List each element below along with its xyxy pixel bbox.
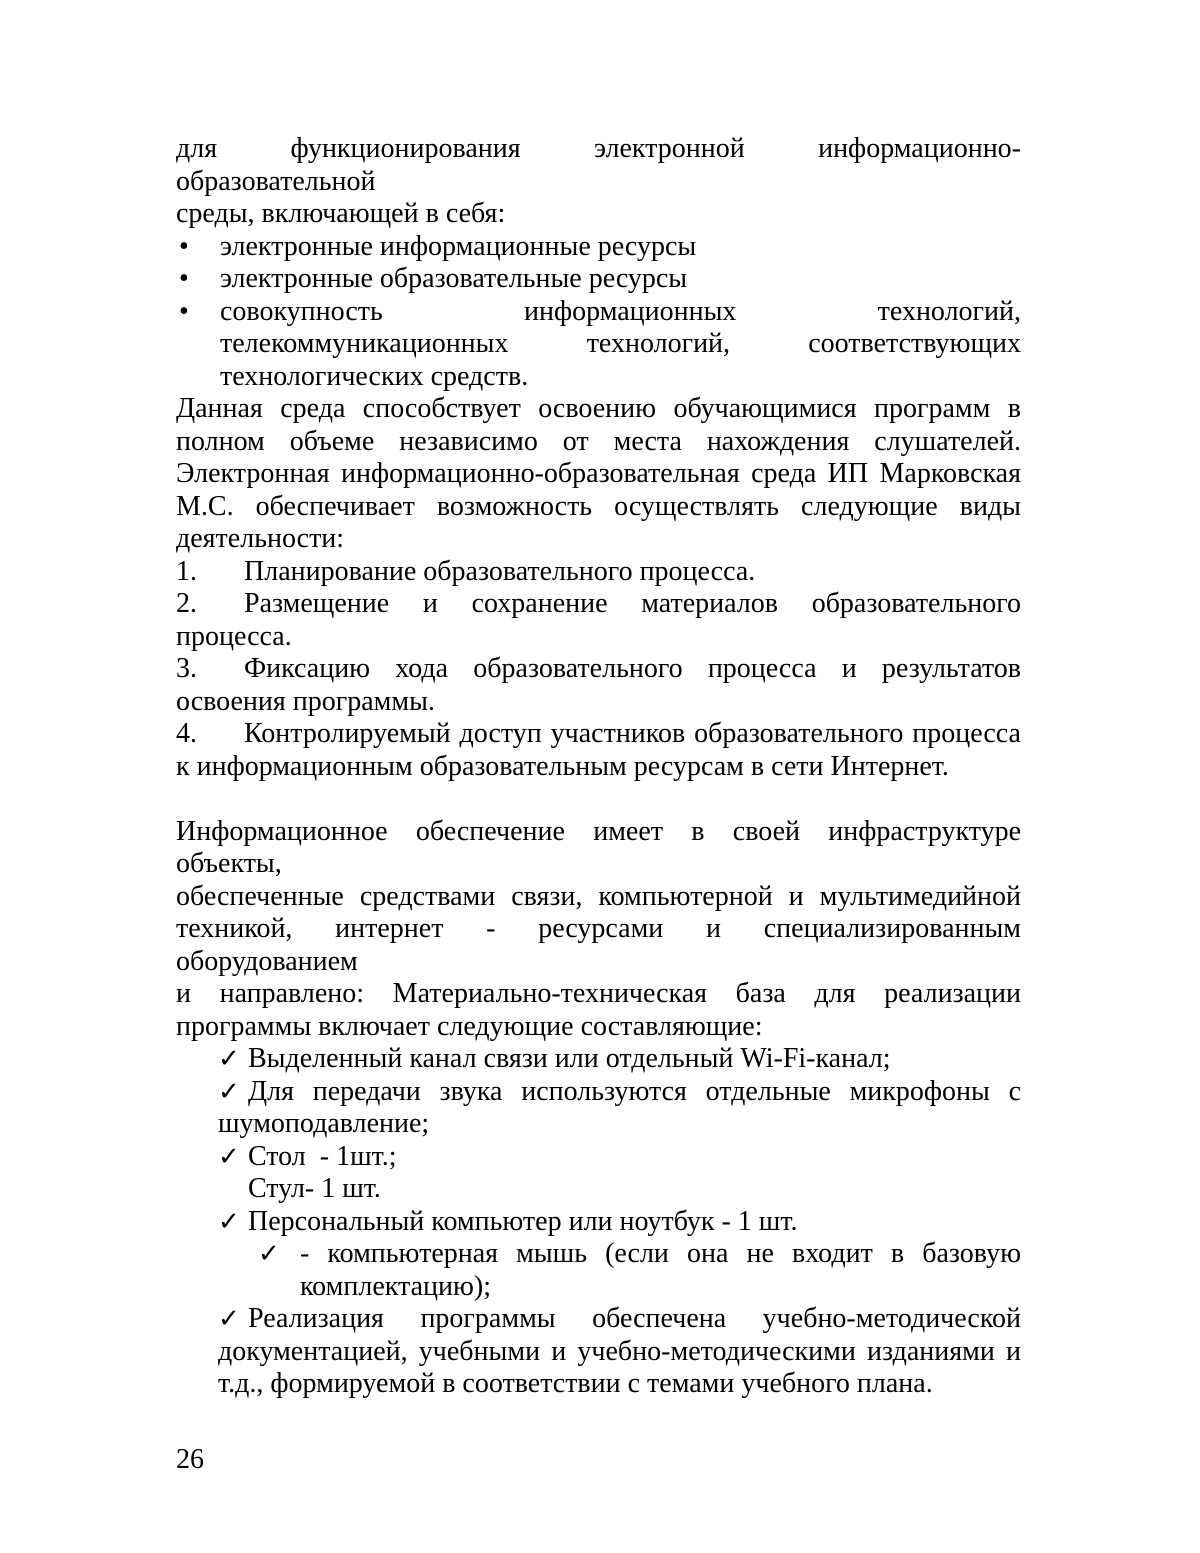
- text-line: к информационным образовательным ресурсам в сети Интернет.: [176, 750, 949, 782]
- text-line: Информационное обеспечение имеет в своей инфраструктуре объекты,: [176, 815, 1021, 879]
- text-line: 2. Размещение и сохранение материалов образовательного: [176, 588, 1021, 619]
- text-line: технологических средств.: [220, 360, 529, 392]
- text-line: документацией, учебными и учебно-методическими изданиями и: [218, 1335, 1021, 1367]
- checklist-item: [218, 1076, 1021, 1141]
- numbered-item: [176, 588, 1021, 653]
- numbered-item: [176, 718, 1021, 783]
- text-line: программы включает следующие составляющие:: [176, 1010, 763, 1042]
- text-line: ✓ Для передачи звука используются отдельные микрофоны с: [218, 1075, 1021, 1107]
- indented-line: [248, 1173, 1021, 1206]
- checkmark-icon: ✓: [218, 1141, 240, 1172]
- text-line: ✓ - компьютерная мышь (если она не входит в базовую: [258, 1238, 1021, 1269]
- bullet-icon: •: [179, 263, 189, 294]
- numbered-item: [176, 653, 1021, 718]
- list-number-label: 3.: [176, 653, 197, 684]
- text-line: среды, включающей в себя:: [176, 198, 506, 229]
- bullet-icon: •: [179, 230, 189, 262]
- text-line: • электронные образовательные ресурсы: [179, 263, 688, 294]
- text-line: техникой, интернет - ресурсами и специализированным оборудованием: [176, 913, 1021, 977]
- text-line: 3. Фиксацию хода образовательного процесса и результатов: [176, 653, 1021, 684]
- text-line: комплектацию);: [300, 1270, 491, 1302]
- checkmark-icon: ✓: [218, 1304, 240, 1334]
- document-content: [176, 133, 1021, 1401]
- text-line: деятельности:: [176, 523, 345, 554]
- text-line: Данная среда способствует освоению обучающимися программ в: [176, 393, 1021, 424]
- text-line: ✓ Выделенный канал связи или отдельный Wi-Fi-канал;: [218, 1043, 891, 1074]
- text-line: ✓ Стол - 1шт.;: [218, 1140, 397, 1172]
- text-line: шумоподавление;: [218, 1108, 430, 1139]
- text-line: обеспеченные средствами связи, компьютерной и мультимедийной: [176, 880, 1021, 912]
- page-number: 26: [176, 1444, 204, 1475]
- text-line: 4. Контролируемый доступ участников образовательного процесса: [176, 718, 1021, 749]
- list-number-label: 4.: [176, 718, 197, 749]
- checklist-subitem: [258, 1238, 1021, 1303]
- text-line: телекоммуникационных технологий, соответствующих: [220, 328, 1021, 359]
- text-line: Электронная информационно-образовательная среда ИП Марковская: [176, 458, 1021, 489]
- text-line: полном объеме независимо от места нахождения слушателей.: [176, 425, 1021, 457]
- text-line: 1. Планирование образовательного процесса.: [176, 555, 756, 587]
- text-line: Стул- 1 шт.: [248, 1173, 381, 1204]
- checkmark-icon: ✓: [258, 1239, 280, 1269]
- bullet-item: [176, 296, 1021, 394]
- list-number-label: 2.: [176, 588, 197, 619]
- checkmark-icon: ✓: [218, 1076, 240, 1107]
- paragraph: [176, 133, 1021, 231]
- text-line: освоения программы.: [176, 685, 435, 717]
- paragraph: [176, 816, 1021, 1044]
- checklist-item: [218, 1303, 1021, 1401]
- text-line: • электронные информационные ресурсы: [179, 230, 697, 262]
- text-line: ✓ Реализация программы обеспечена учебно-методической: [218, 1303, 1021, 1334]
- checklist-item: [218, 1206, 1021, 1239]
- numbered-item: [176, 556, 1021, 589]
- text-line: для функционирования электронной информационно-образовательной: [176, 133, 1021, 197]
- bullet-icon: •: [179, 295, 189, 327]
- text-line: и направлено: Материально-техническая база для реализации: [176, 978, 1021, 1009]
- checkmark-icon: ✓: [218, 1206, 240, 1237]
- text-line: М.С. обеспечивает возможность осуществлять следующие виды: [176, 490, 1021, 522]
- checklist-item: [218, 1141, 1021, 1174]
- text-line: • совокупность информационных технологий,: [179, 295, 1021, 327]
- bullet-item: [176, 263, 1021, 296]
- checklist-item: [218, 1043, 1021, 1076]
- text-line: процесса.: [176, 620, 292, 652]
- paragraph: [176, 393, 1021, 556]
- checkmark-icon: ✓: [218, 1044, 240, 1074]
- bullet-item: [176, 231, 1021, 264]
- text-line: т.д., формируемой в соответствии с темами учебного плана.: [218, 1368, 933, 1399]
- text-line: ✓ Персональный компьютер или ноутбук - 1 шт.: [218, 1205, 798, 1237]
- list-number-label: 1.: [176, 555, 197, 587]
